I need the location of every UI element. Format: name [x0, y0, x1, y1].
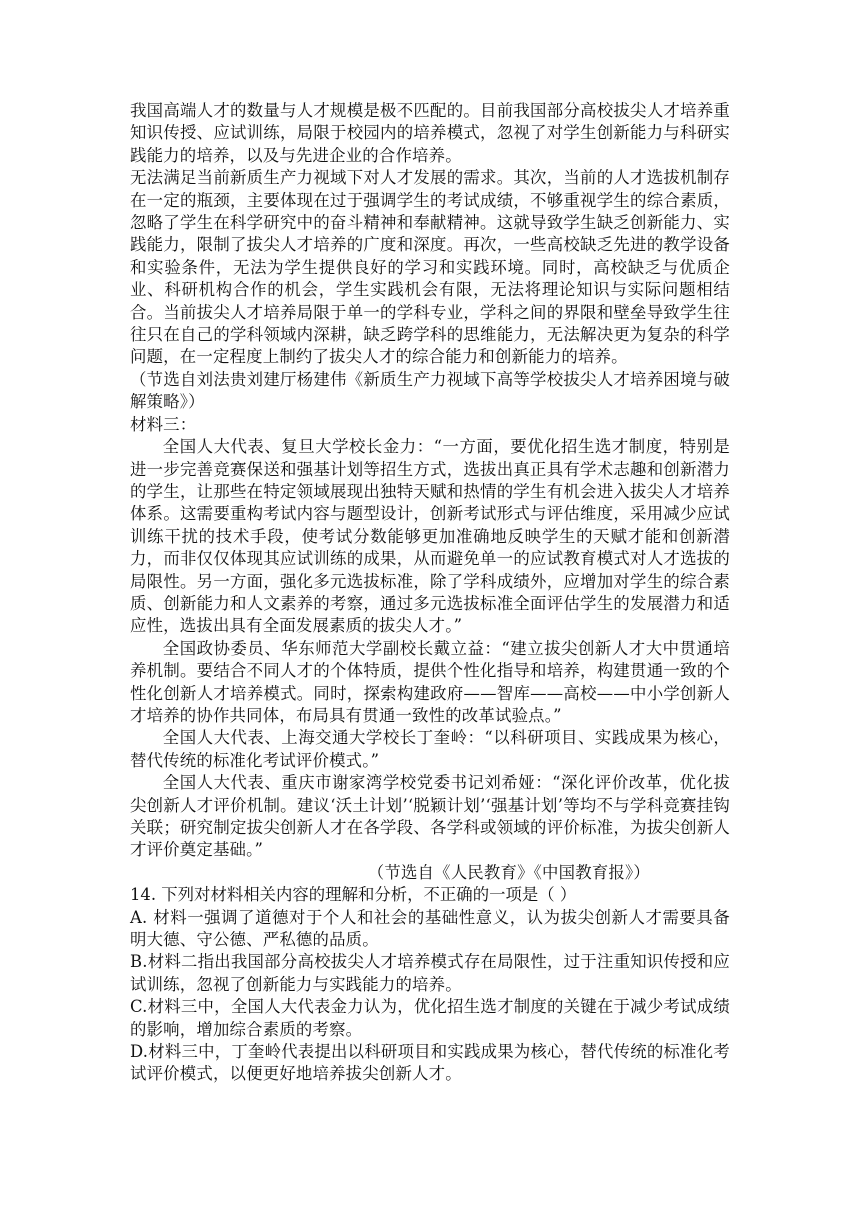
option-d: D.材料三中，丁奎岭代表提出以科研项目和实践成果为核心，替代传统的标准化考试评价模式，以便更好地培养拔尖创新人才。	[130, 1042, 730, 1084]
option-c: C.材料三中，全国人大代表金力认为，优化招生选才制度的关键在于减少考试成绩的影响，增加综合素质的考察。	[130, 997, 730, 1039]
option-a: A. 材料一强调了道德对于个人和社会的基础性意义，认为拔尖创新人才需要具备明大德、守公德、严私德的品质。	[130, 907, 730, 950]
material2-paragraph-1: 我国高端人才的数量与人才规模是极不匹配的。目前我国部分高校拔尖人才培养重知识传授、应试训练，局限于校园内的培养模式，忽视了对学生创新能力与科研实践能力的培养，以及与先进企业的合作培养。	[130, 101, 730, 165]
material3-heading: 材料三：	[130, 414, 197, 434]
material2-paragraph-2: 无法满足当前新质生产力视域下对人才发展的需求。其次，当前的人才选拔机制存在一定的瓶颈，主要体现在过于强调学生的考试成绩，不够重视学生的综合素质，忽略了学生在科学研究中的奋斗精神和奉献精神。这就导致学生缺乏创新能力、实践能力，限制了拔尖人才培养的广度和深度。再次，一些高校缺乏先进的教学设备和实验条件，无法为学生提供良好的学习和实践环境。同时，高校缺乏与优质企业、科研机构合作的机会，学生实践机会有限，无法将理论知识与实际问题相结合。当前拔尖人才培养局限于单一的学科专业，学科之间的界限和壁垒导致学生往往只在自己的学科领域内深耕，缺乏跨学科的思维能力，无法解决更为复杂的科学问题，在一定程度上制约了拔尖人才的综合能力和创新能力的培养。	[130, 168, 730, 367]
document-page	[130, 100, 730, 1086]
material3-source: （节选自《人民教育》《中国教育报》）	[367, 862, 650, 882]
material3-paragraph-1: 全国人大代表、复旦大学校长金力：“一方面，要优化招生选才制度，特别是进一步完善竞赛保送和强基计划等招生方式，选拔出真正具有学术志趣和创新潜力的学生，让那些在特定领域展现出独特天赋和热情的学生有机会进入拔尖人才培养体系。这需要重构考试内容与题型设计，创新考试形式与评估维度，采用减少应试训练干扰的技术手段，使考试分数能够更加准确地反映学生的天赋才能和创新潜力，而非仅仅体现其应试训练的成果，从而避免单一的应试教育模式对人才选拔的局限性。另一方面，强化多元选拔标准，除了学科成绩外，应增加对学生的综合素质、创新能力和人文素养的考察，通过多元选拔标准全面评估学生的发展潜力和适应性，选拔出具有全面发展素质的拔尖人才。”	[130, 437, 730, 636]
material2-source: （节选自刘法贵刘建厅杨建伟《新质生产力视域下高等学校拔尖人才培养困境与破解策略》）	[130, 369, 730, 412]
material3-paragraph-2: 全国政协委员、华东师范大学副校长戴立益：“建立拔尖创新人才大中贯通培养机制。要结合不同人才的个体特质，提供个性化指导和培养，构建贯通一致的个性化创新人才培养模式。同时，探索构建政府——智库——高校——中小学创新人才培养的协作共同体，布局具有贯通一致性的改革试验点。”	[130, 638, 730, 725]
material3-paragraph-4: 全国人大代表、重庆市谢家湾学校党委书记刘希娅：“深化评价改革，优化拔尖创新人才评价机制。建议‘沃土计划’‘脱颖计划’‘强基计划’等均不与学科竞赛挂钩关联；研究制定拔尖创新人才在各学段、各学科或领域的评价标准，为拔尖创新人才评价奠定基础。”	[130, 773, 730, 860]
question-stem: 14. 下列对材料相关内容的理解和分析，不正确的一项是（ ）	[130, 885, 577, 905]
option-b: B.材料二指出我国部分高校拔尖人才培养模式存在局限性，过于注重知识传授和应试训练，忽视了创新能力与实践能力的培养。	[130, 952, 730, 994]
material3-paragraph-3: 全国人大代表、上海交通大学校长丁奎岭：“以科研项目、实践成果为核心，替代传统的标准化考试评价模式。”	[130, 728, 730, 770]
